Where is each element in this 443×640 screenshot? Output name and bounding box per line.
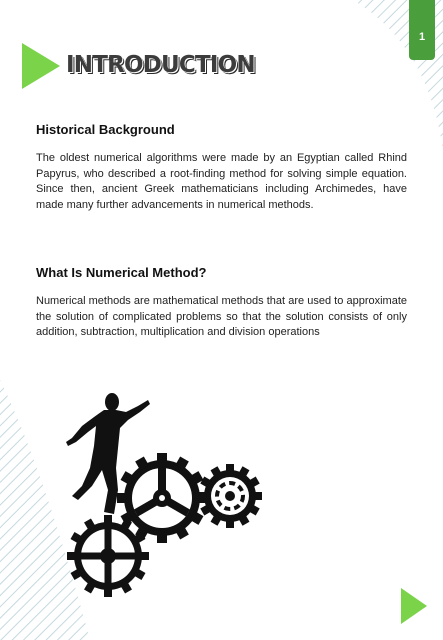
section-heading-numerical-method: What Is Numerical Method?	[36, 265, 207, 280]
section-body-historical-background: The oldest numerical algorithms were made by an Egyptian called Rhind Papyrus, who described a root-finding method for solving simple equation. Since then, ancient Greek mathematicians including Archimedes, have made many further advancements in numerical methods.	[36, 152, 407, 211]
play-arrow-icon	[20, 41, 62, 91]
runner-on-gears-illustration	[60, 390, 270, 605]
page-number-tab	[409, 0, 435, 60]
page-number: 1	[418, 31, 426, 43]
section-heading-historical-background: Historical Background	[36, 122, 175, 137]
page-title: INTRODUCTION	[66, 52, 255, 78]
play-arrow-icon	[399, 586, 429, 626]
gear-icon	[198, 464, 262, 528]
gear-icon	[67, 515, 149, 597]
section-body-numerical-method: Numerical methods are mathematical methods that are used to approximate the solution of complicated problems so that the solution consists of only addition, subtraction, multiplication and division operations	[36, 295, 407, 338]
gear-icon	[117, 453, 207, 543]
